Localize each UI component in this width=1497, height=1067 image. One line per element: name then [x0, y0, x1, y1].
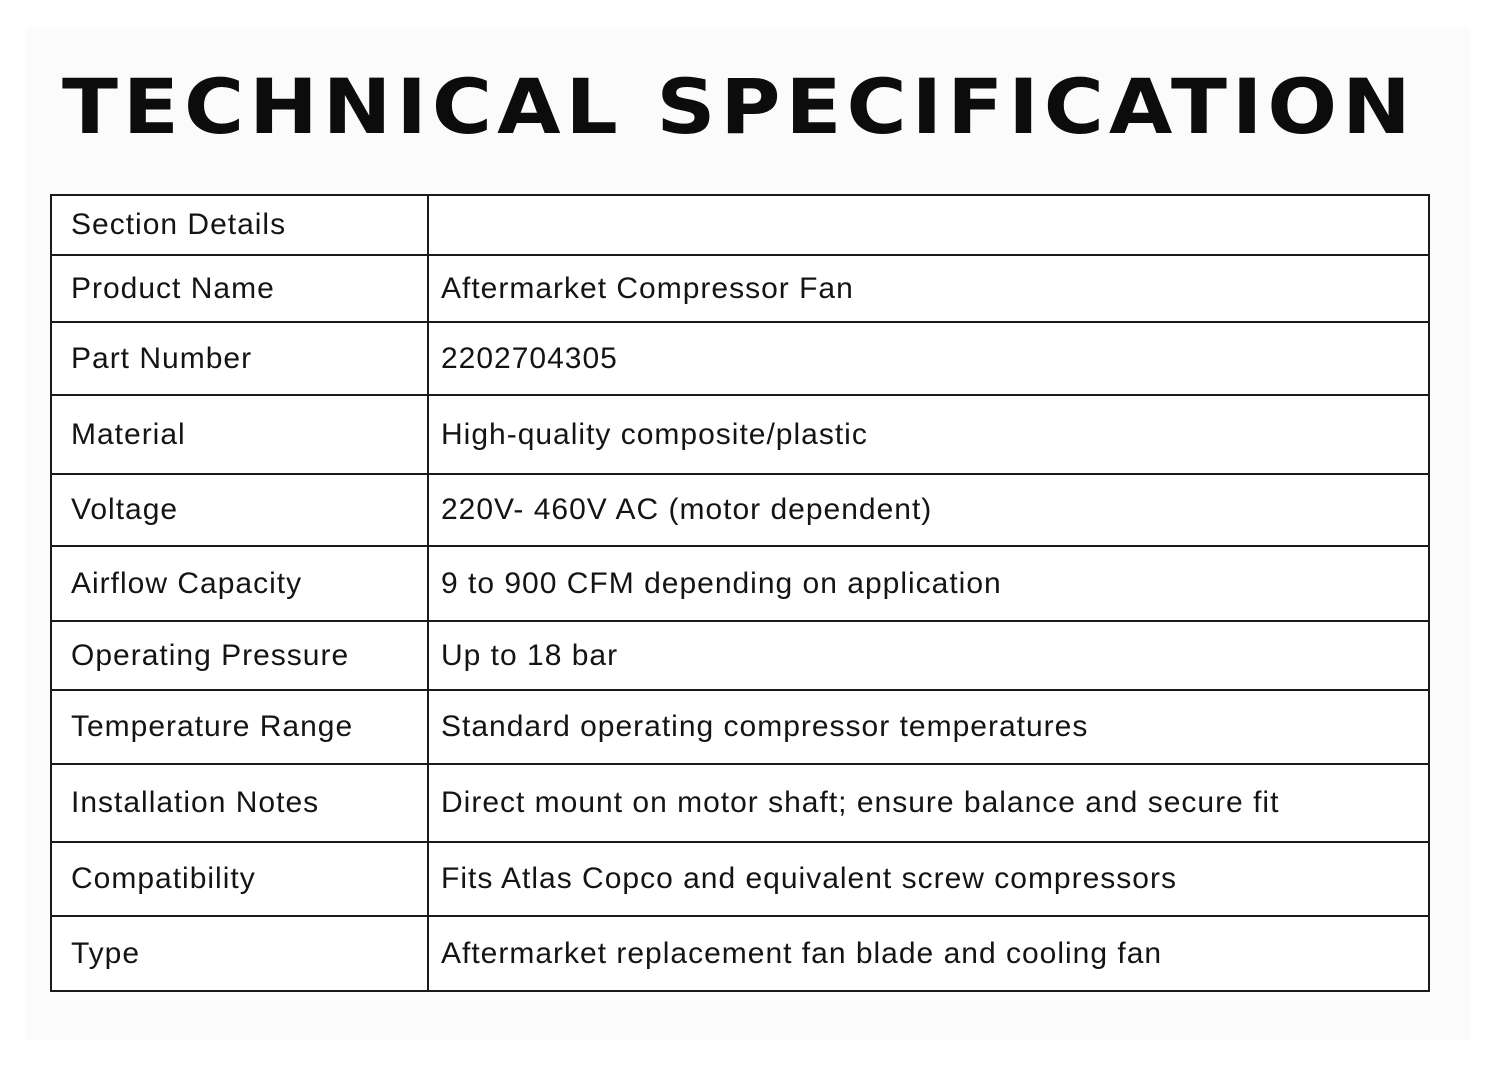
table-row [51, 195, 1429, 255]
row-value: Aftermarket replacement fan blade and cooling fan [428, 916, 1429, 991]
table-row [51, 322, 1429, 395]
table-row [51, 255, 1429, 322]
row-label: Product Name [51, 255, 428, 322]
row-value: 2202704305 [428, 322, 1429, 395]
row-label: Section Details [51, 195, 428, 255]
row-value [428, 195, 1429, 255]
row-label: Airflow Capacity [51, 546, 428, 621]
row-label: Installation Notes [51, 764, 428, 842]
row-label: Compatibility [51, 842, 428, 916]
table-row [51, 395, 1429, 474]
row-value: 220V- 460V AC (motor dependent) [428, 474, 1429, 546]
row-label: Material [51, 395, 428, 474]
row-value: 9 to 900 CFM depending on application [428, 546, 1429, 621]
table-row [51, 474, 1429, 546]
row-value: Fits Atlas Copco and equivalent screw compressors [428, 842, 1429, 916]
row-label: Temperature Range [51, 690, 428, 764]
table-row [51, 690, 1429, 764]
row-value: Standard operating compressor temperatures [428, 690, 1429, 764]
table-row [51, 621, 1429, 690]
row-label: Type [51, 916, 428, 991]
table-row [51, 916, 1429, 991]
page-title: TECHNICAL SPECIFICATION [62, 63, 1416, 152]
row-label: Voltage [51, 474, 428, 546]
row-value: Up to 18 bar [428, 621, 1429, 690]
table-row [51, 546, 1429, 621]
table-row [51, 842, 1429, 916]
row-value: High-quality composite/plastic [428, 395, 1429, 474]
row-label: Part Number [51, 322, 428, 395]
specification-table [50, 194, 1430, 992]
row-value: Aftermarket Compressor Fan [428, 255, 1429, 322]
row-value: Direct mount on motor shaft; ensure balance and secure fit [428, 764, 1429, 842]
table-row [51, 764, 1429, 842]
row-label: Operating Pressure [51, 621, 428, 690]
